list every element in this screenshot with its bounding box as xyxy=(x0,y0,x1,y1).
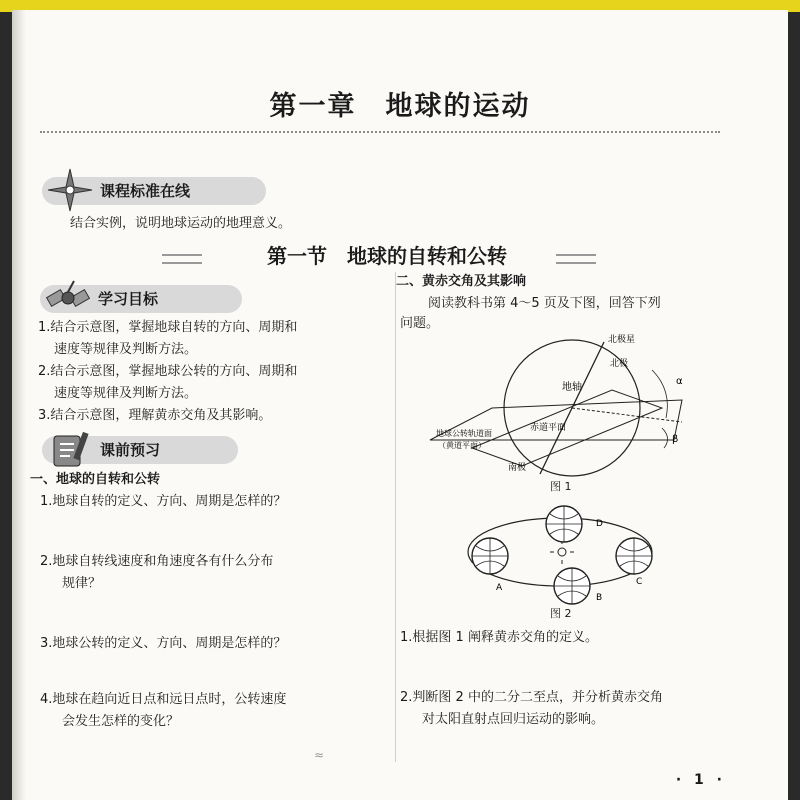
part1-title: 一、地球的自转和公转 xyxy=(30,472,161,487)
earth-globe-b xyxy=(554,568,590,604)
point-b-label: B xyxy=(596,593,603,603)
objective-line: 速度等规律及判断方法。 xyxy=(54,386,198,401)
compass-rose-icon xyxy=(46,167,94,213)
orbit-label: 地球公转轨道面 xyxy=(436,429,492,438)
question-2: 2.地球自转线速度和角速度各有什么分布 xyxy=(40,554,274,569)
point-c-label: C xyxy=(636,577,643,587)
page-number: · 1 · xyxy=(675,772,726,788)
part2-title: 二、黄赤交角及其影响 xyxy=(396,274,527,289)
orbit-label-2: （黄道平面） xyxy=(438,441,486,450)
section-title: 第一节 地球的自转和公转 xyxy=(267,244,507,268)
beta-label: β xyxy=(672,434,679,445)
page-gutter-shadow xyxy=(12,10,26,800)
objective-line: 3.结合示意图，理解黄赤交角及其影响。 xyxy=(38,408,272,423)
alpha-label: α xyxy=(676,376,683,387)
point-a-label: A xyxy=(496,583,503,593)
intro-text-cont: 问题。 xyxy=(400,316,440,331)
right-question-2: 2.判断图 2 中的二分二至点，并分析黄赤交角 xyxy=(400,690,663,705)
pencil-book-icon xyxy=(46,426,94,472)
beta-arc xyxy=(662,428,668,448)
point-d-label: D xyxy=(596,519,603,529)
figure-2-diagram xyxy=(450,500,670,610)
question-3: 3.地球公转的定义、方向、周期是怎样的？ xyxy=(40,636,287,651)
axis-normal-line xyxy=(572,408,682,422)
preview-label: 课前预习 xyxy=(100,441,161,459)
equator-label: 赤道平面 xyxy=(530,423,567,433)
standards-badge xyxy=(42,177,266,205)
question-4: 4.地球在趋向近日点和远日点时，公转速度 xyxy=(40,692,287,707)
earth-globe-a xyxy=(472,538,508,574)
objective-line: 2.结合示意图，掌握地球公转的方向、周期和 xyxy=(38,364,298,379)
page-mark: ≈ xyxy=(314,748,325,762)
objective-line: 速度等规律及判断方法。 xyxy=(54,342,198,357)
title-divider xyxy=(40,131,720,133)
objective-line: 1.结合示意图，掌握地球自转的方向、周期和 xyxy=(38,320,298,335)
earth-globe-c xyxy=(616,538,652,574)
figure-1-caption: 图 1 xyxy=(550,480,572,493)
standards-label: 课程标准在线 xyxy=(100,182,191,200)
question-1: 1.地球自转的定义、方向、周期是怎样的？ xyxy=(40,494,287,509)
intro-text: 阅读教科书第 4～5 页及下图，回答下列 xyxy=(428,296,661,311)
figure-1-diagram xyxy=(412,330,702,478)
equatorial-plane xyxy=(472,390,662,466)
satellite-icon xyxy=(44,275,92,321)
right-question-2-cont: 对太阳直射点回归运动的影响。 xyxy=(422,712,605,727)
question-2-cont: 规律？ xyxy=(62,576,102,591)
objectives-badge xyxy=(40,285,242,313)
north-pole-label: 北极 xyxy=(610,359,629,369)
chapter-title: 第一章 地球的运动 xyxy=(269,91,531,122)
axis-label: 地轴 xyxy=(562,382,582,393)
question-4-cont: 会发生怎样的变化？ xyxy=(62,714,180,729)
right-question-1: 1.根据图 1 阐释黄赤交角的定义。 xyxy=(400,630,598,645)
standards-text: 结合实例，说明地球运动的地理意义。 xyxy=(70,216,292,231)
preview-badge xyxy=(42,436,238,464)
book-page xyxy=(12,10,788,800)
north-star-label: 北极星 xyxy=(608,335,636,345)
column-separator xyxy=(395,272,396,762)
figure-2-caption: 图 2 xyxy=(550,607,572,620)
section-title-decoration-right xyxy=(556,254,596,264)
sun-icon xyxy=(550,540,574,564)
south-pole-label: 南极 xyxy=(508,463,527,473)
objectives-label: 学习目标 xyxy=(98,290,159,308)
earth-globe-d xyxy=(546,506,582,542)
